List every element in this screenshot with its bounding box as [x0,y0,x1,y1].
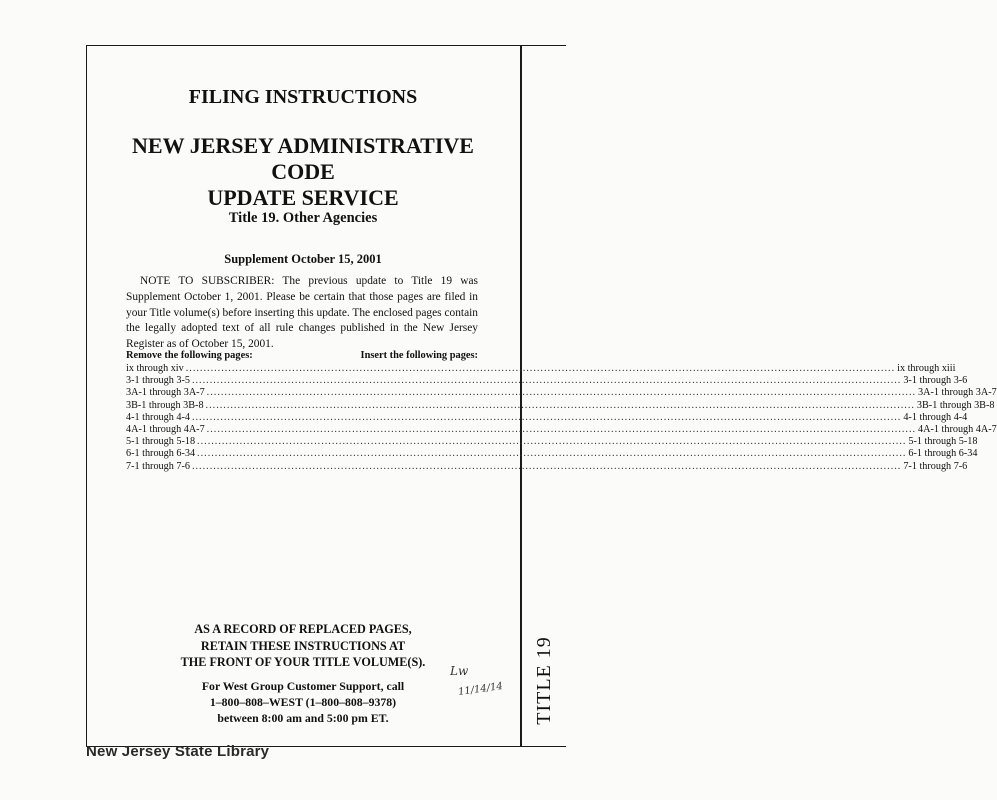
insert-range: 4-1 through 4-4 [903,411,968,423]
customer-support [126,678,480,726]
leader-dots: ........................................................................................................................................................................................................ [185,363,896,374]
handwritten-date: 11/14/14 [457,680,504,699]
insert-range: 4A-1 through 4A-7 [918,423,997,435]
remove-range: 6-1 through 6-34 [126,448,196,460]
retain-line3: THE FRONT OF YOUR TITLE VOLUME(S). [180,655,426,669]
title-heading: Title 19. Other Agencies [228,210,378,226]
leader-dots: ........................................................................................................................................................................................................ [205,399,915,411]
support-phone: 1–800–808–WEST (1–800–808–9378) [209,695,397,709]
support-hours: between 8:00 am and 5:00 pm ET. [217,711,389,725]
page-range-row [126,363,956,375]
remove-range: 3A-1 through 3A-7 [126,387,205,399]
remove-range: 3B-1 through 3B-8 [126,399,204,411]
leader-dots: ........................................................................................................................................................................................................ [191,411,902,423]
remove-range: 4A-1 through 4A-7 [126,423,205,435]
page-range-row [126,411,968,424]
leader-dots: ........................................................................................................................................................................................................ [197,436,907,448]
insert-range: ix through xiii [897,363,956,374]
retain-notice [126,621,480,671]
page-range-row [126,448,978,460]
page-range-row [126,387,997,399]
leader-dots: ........................................................................................................................................................................................................ [206,387,917,399]
leader-dots: ........................................................................................................................................................................................................ [197,448,907,460]
retain-line1: AS A RECORD OF REPLACED PAGES, [194,622,412,636]
leader-dots: ........................................................................................................................................................................................................ [191,375,902,387]
insert-range: 6-1 through 6-34 [908,448,978,460]
filing-instructions-heading: FILING INSTRUCTIONS [188,86,418,108]
insert-range: 7-1 through 7-6 [903,460,968,472]
page-range-row [126,399,995,412]
retain-line2: RETAIN THESE INSTRUCTIONS AT [200,638,406,653]
leader-dots: ........................................................................................................................................................................................................ [191,460,902,472]
code-heading [106,133,500,211]
pages-table-header [126,350,478,361]
remove-range: 5-1 through 5-18 [126,436,196,448]
supplement-heading: Supplement October 15, 2001 [224,252,382,266]
code-heading-line1: NEW JERSEY ADMINISTRATIVE CODE [132,133,474,184]
code-heading-line2: UPDATE SERVICE [207,185,399,210]
pages-table-rows [126,363,997,473]
page-range-row [126,423,997,436]
page-range-row [126,460,968,473]
insert-range: 3A-1 through 3A-7 [918,387,997,399]
insert-range: 3B-1 through 3B-8 [916,399,995,411]
handwritten-initials: Lw [450,664,469,678]
remove-range: 7-1 through 7-6 [126,460,190,472]
page-range-row [126,436,978,448]
title-side-tab-label: TITLE 19 [532,635,555,725]
library-stamp: New Jersey State Library [86,743,270,760]
page-range-row [126,375,968,387]
support-line1: For West Group Customer Support, call [201,679,405,693]
insert-range: 5-1 through 5-18 [908,436,978,448]
remove-header: Remove the following pages: [126,350,253,361]
insert-range: 3-1 through 3-6 [903,375,968,387]
leader-dots: ........................................................................................................................................................................................................ [206,423,917,435]
title-side-tab [525,635,563,725]
insert-header: Insert the following pages: [360,350,478,361]
remove-range: 4-1 through 4-4 [126,411,190,423]
remove-range: 3-1 through 3-5 [126,375,190,387]
subscriber-note: NOTE TO SUBSCRIBER: The previous update to Title 19 was Supplement October 1, 2001. Please be certain that those pages are filed in your Title volume(s) before inserting this update. The enclosed pages contain the legally adopted text of all rule changes published in the New Jersey Register as of October 15, 2001. [126,275,478,351]
remove-range: ix through xiv [126,363,184,374]
pages-table [126,350,997,473]
